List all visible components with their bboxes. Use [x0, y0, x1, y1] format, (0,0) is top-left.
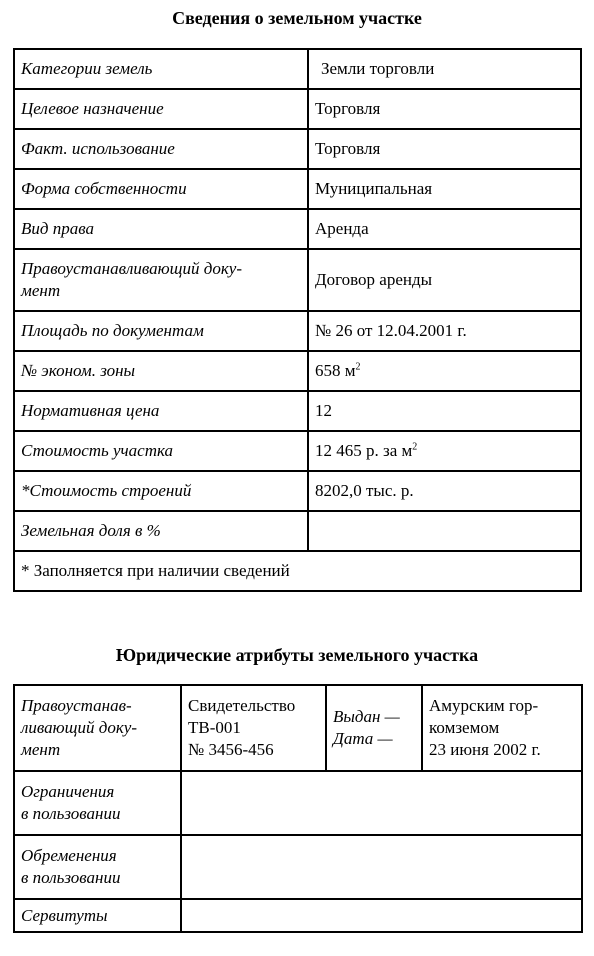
row-label: Форма собственности — [14, 169, 308, 209]
value-text: 658 м — [315, 361, 356, 380]
table-row — [14, 685, 582, 771]
row-value — [308, 511, 581, 551]
doc-label: Правоустанав- ливающий доку- мент — [14, 685, 181, 771]
row-label: Площадь по документам — [14, 311, 308, 351]
table-row — [14, 771, 582, 835]
value-text: 12 465 р. за м — [315, 441, 413, 460]
row-label: *Стоимость строений — [14, 471, 308, 511]
row-label: Факт. использование — [14, 129, 308, 169]
row-value: № 26 от 12.04.2001 г. — [308, 311, 581, 351]
encumbrances-value — [181, 835, 582, 899]
row-label: Стоимость участка — [14, 431, 308, 471]
restrictions-label: Ограничения в пользовании — [14, 771, 181, 835]
row-value: Торговля — [308, 89, 581, 129]
row-label: Целевое назначение — [14, 89, 308, 129]
table-row — [14, 471, 581, 511]
row-label: Правоустанавливающий доку- мент — [14, 249, 308, 311]
restrictions-value — [181, 771, 582, 835]
superscript: 2 — [355, 361, 361, 373]
legal-attributes-table — [13, 684, 583, 933]
row-label: Нормативная цена — [14, 391, 308, 431]
table-row — [14, 351, 581, 391]
row-value: Земли торговли — [308, 49, 581, 89]
table-row — [14, 899, 582, 932]
table-row — [14, 511, 581, 551]
superscript: 2 — [412, 441, 418, 453]
row-value: Торговля — [308, 129, 581, 169]
issued-label: Выдан — Дата — — [326, 685, 422, 771]
row-label: Категории земель — [14, 49, 308, 89]
table-row — [14, 209, 581, 249]
table-row — [14, 169, 581, 209]
table-row — [14, 89, 581, 129]
row-value — [308, 431, 581, 471]
row-value: 8202,0 тыс. р. — [308, 471, 581, 511]
row-value: Аренда — [308, 209, 581, 249]
encumbrances-label: Обременения в пользовании — [14, 835, 181, 899]
row-label: Земельная доля в % — [14, 511, 308, 551]
row-value: 12 — [308, 391, 581, 431]
table-row — [14, 249, 581, 311]
servitudes-label: Сервитуты — [14, 899, 181, 932]
footnote: * Заполняется при наличии сведений — [14, 551, 581, 591]
table-row — [14, 129, 581, 169]
issued-value: Амурским гор- комземом 23 июня 2002 г. — [422, 685, 582, 771]
row-value — [308, 351, 581, 391]
servitudes-value — [181, 899, 582, 932]
row-value: Муниципальная — [308, 169, 581, 209]
table-row — [14, 311, 581, 351]
legal-attributes-title: Юридические атрибуты земельного участка — [115, 645, 479, 665]
land-plot-info-title: Сведения о земельном участке — [172, 8, 422, 28]
table-row — [14, 391, 581, 431]
land-plot-info-table — [13, 48, 582, 592]
row-label: № эконом. зоны — [14, 351, 308, 391]
table-row — [14, 49, 581, 89]
table-row — [14, 431, 581, 471]
doc-value: Свидетельство ТВ-001 № 3456-456 — [181, 685, 326, 771]
table-row — [14, 835, 582, 899]
footnote-row — [14, 551, 581, 591]
row-value: Договор аренды — [308, 249, 581, 311]
row-label: Вид права — [14, 209, 308, 249]
